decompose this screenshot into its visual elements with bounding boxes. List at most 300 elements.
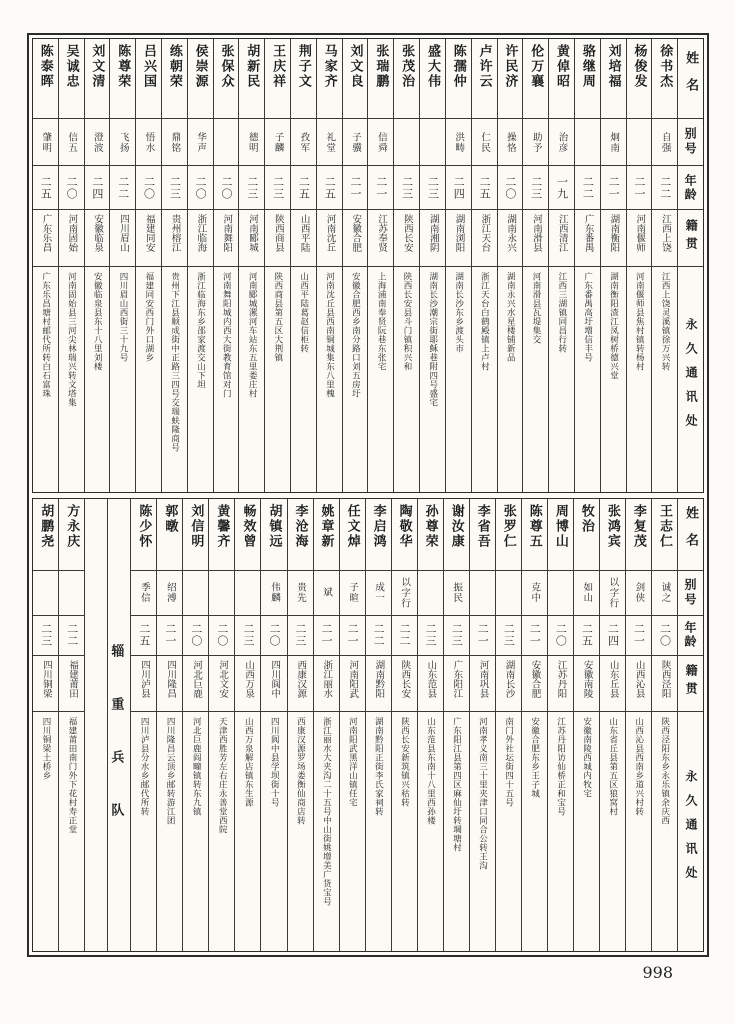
header-age: 年龄 <box>678 616 703 656</box>
person-address: 浙江天台白鹤殿镇上卢村 <box>479 272 490 371</box>
person-name: 刘信明 <box>183 499 208 571</box>
person-age: 二一 <box>368 166 393 210</box>
person-address: 贵州下江县顺成街中正路三四号交瑞蚨隆商号 <box>169 272 180 452</box>
person-name: 张鸿宾 <box>600 499 625 571</box>
person-name: 李启鸿 <box>366 499 391 571</box>
header-name: 姓名 <box>678 39 703 119</box>
person-name: 陈尊五 <box>522 499 547 571</box>
person-age: 二〇 <box>214 166 239 210</box>
unit-divider-column <box>84 499 130 952</box>
person-column <box>521 499 547 952</box>
person-native: 河南巩县 <box>470 656 495 712</box>
person-age: 二〇 <box>498 166 523 210</box>
person-column <box>156 499 182 952</box>
person-age: 二二 <box>110 166 135 210</box>
person-alias: 如山 <box>574 571 599 616</box>
person-name: 侯崇源 <box>188 39 213 119</box>
person-age: 二三 <box>523 166 548 210</box>
person-alias: 信舜 <box>368 119 393 166</box>
person-age: 二二 <box>366 616 391 656</box>
person-name: 陈孺仲 <box>446 39 471 119</box>
person-alias <box>420 119 445 166</box>
person-alias: 肇明 <box>33 119 58 166</box>
person-alias: 悟水 <box>136 119 161 166</box>
directory-table-top <box>32 38 704 493</box>
person-age: 二二 <box>59 616 84 656</box>
person-address: 四川眉山西街三十九号 <box>118 272 129 362</box>
person-address: 陕西长安县斗门镇积兴和 <box>401 272 412 371</box>
person-address: 湖南黔阳正街李氏家祠转 <box>373 716 384 816</box>
person-native: 河南偃师 <box>627 210 652 267</box>
person-alias: 澄波 <box>85 119 110 166</box>
person-address: 河南偃师县焦村镇转杨村 <box>634 272 645 371</box>
person-address: 河南固始县三河尖林瑞兴转文塔集 <box>66 272 77 407</box>
person-alias: 克中 <box>522 571 547 616</box>
person-address: 湖南衡阳渣江凤树桥德兴堂 <box>608 272 619 380</box>
person-name: 谢汝康 <box>444 499 469 571</box>
person-name: 孙尊荣 <box>418 499 443 571</box>
person-native: 河南滑县 <box>523 210 548 267</box>
person-native: 四川阆中 <box>261 656 286 712</box>
person-column <box>161 39 187 492</box>
person-name: 王志仁 <box>652 499 677 571</box>
person-address: 江西三湖镇同昌行转 <box>556 272 567 353</box>
person-native: 广东阳江 <box>444 656 469 712</box>
person-alias: 飞扬 <box>110 119 135 166</box>
person-age: 二三 <box>394 166 419 210</box>
person-column <box>495 499 521 952</box>
person-native: 江苏丹阳 <box>548 656 573 712</box>
person-alias <box>548 571 573 616</box>
person-native: 陕西商县 <box>265 210 290 267</box>
person-name: 吕兴国 <box>136 39 161 119</box>
directory-table-bottom <box>32 498 704 953</box>
person-address: 河南舞阳城内西大街教育馆对门 <box>221 272 232 398</box>
person-age: 二二 <box>652 166 677 210</box>
person-native: 山西万泉 <box>235 656 260 712</box>
person-native: 广东番禺 <box>575 210 600 267</box>
person-age: 二〇 <box>209 616 234 656</box>
person-address: 广东番禺高圩增信丰号 <box>582 272 593 362</box>
person-age: 二〇 <box>261 616 286 656</box>
person-column <box>417 499 443 952</box>
person-address: 山东省丘县第五区狼窝村 <box>607 716 618 816</box>
person-alias: 贵先 <box>288 571 313 616</box>
header-alias: 别号 <box>678 119 703 166</box>
person-age: 二五 <box>33 166 58 210</box>
person-name: 黄馨齐 <box>209 499 234 571</box>
person-address: 福建同安西门外口湖乡 <box>143 272 154 362</box>
person-alias <box>627 119 652 166</box>
person-alias <box>470 571 495 616</box>
person-alias <box>496 571 521 616</box>
person-address: 河南阳武黑洋山镇任宅 <box>347 716 358 807</box>
person-column <box>469 499 495 952</box>
person-column <box>109 39 135 492</box>
person-age: 二三 <box>444 616 469 656</box>
person-column <box>238 39 264 492</box>
person-native: 湖南黔阳 <box>366 656 391 712</box>
person-name: 姚章新 <box>314 499 339 571</box>
person-column <box>367 39 393 492</box>
person-name: 陶敬华 <box>392 499 417 571</box>
person-column <box>471 39 497 492</box>
person-address: 广东乐昌塘村邮代所转白石富珠 <box>40 272 51 398</box>
person-alias <box>183 571 208 616</box>
person-column <box>443 499 469 952</box>
person-column <box>58 499 84 952</box>
person-native: 湖南长沙 <box>496 656 521 712</box>
person-alias: 操恪 <box>498 119 523 166</box>
person-column <box>33 499 58 952</box>
person-address: 天津西胜芳左右庄永善堂西院 <box>217 716 228 834</box>
person-column <box>187 39 213 492</box>
person-native: 四川隆昌 <box>157 656 182 712</box>
person-native: 山西沁县 <box>626 656 651 712</box>
person-alias <box>59 571 84 616</box>
person-age: 二三 <box>239 166 264 210</box>
person-name: 胡新民 <box>239 39 264 119</box>
person-alias: 季信 <box>131 571 156 616</box>
person-age: 二三 <box>288 616 313 656</box>
person-column <box>135 39 161 492</box>
person-alias: 华声 <box>188 119 213 166</box>
person-address: 河南郾城漯河车站东五里娄庄村 <box>247 272 258 398</box>
person-native: 河南阳武 <box>340 656 365 712</box>
person-native: 四川泸县 <box>131 656 156 712</box>
person-column <box>182 499 208 952</box>
person-address: 四川铜梁土桥乡 <box>41 716 52 780</box>
person-column <box>234 499 260 952</box>
person-address: 安徽合肥东乡王子城 <box>529 716 540 798</box>
person-column <box>130 499 156 952</box>
person-age: 二〇 <box>548 616 573 656</box>
person-alias: 孜军 <box>291 119 316 166</box>
header-address: 永久通讯处 <box>683 770 698 891</box>
person-name: 牧治 <box>574 499 599 571</box>
person-column <box>445 39 471 492</box>
person-column <box>573 499 599 952</box>
person-address: 上海浦南奉贤阮巷东张宅 <box>376 272 387 371</box>
person-name: 方永庆 <box>59 499 84 571</box>
person-alias: 信五 <box>59 119 84 166</box>
person-column <box>548 39 574 492</box>
person-address: 河南孝义南三十里夹津口同合公转王沟 <box>477 716 488 870</box>
person-alias <box>575 119 600 166</box>
person-age: 二〇 <box>652 616 677 656</box>
person-native: 安徽南陵 <box>574 656 599 712</box>
person-column <box>287 499 313 952</box>
person-native: 西康汉源 <box>288 656 313 712</box>
person-native: 贵州榕江 <box>162 210 187 267</box>
person-alias: 治彦 <box>549 119 574 166</box>
person-name: 骆继周 <box>575 39 600 119</box>
person-native: 广东乐昌 <box>33 210 58 267</box>
person-column <box>290 39 316 492</box>
person-alias: 仁民 <box>472 119 497 166</box>
person-column <box>260 499 286 952</box>
person-alias: 子骥 <box>343 119 368 166</box>
person-age: 二〇 <box>188 166 213 210</box>
person-name: 陈泰晖 <box>33 39 58 119</box>
person-column <box>213 39 239 492</box>
person-address: 广东阳江县第四区麻仙圩转堈塘村 <box>451 716 462 852</box>
person-name: 刘文清 <box>85 39 110 119</box>
person-column <box>626 39 652 492</box>
person-name: 张茂治 <box>394 39 419 119</box>
header-alias: 别号 <box>678 571 703 616</box>
person-native: 陕西长安 <box>392 656 417 712</box>
person-alias: 鼎铭 <box>162 119 187 166</box>
person-alias: 剑侠 <box>626 571 651 616</box>
person-name: 许民济 <box>498 39 523 119</box>
person-name: 卢许云 <box>472 39 497 119</box>
person-address: 陕西泾阳东乡永乐镇余庆西 <box>659 716 670 825</box>
person-address: 山西万泉解店镇东生源 <box>243 716 254 807</box>
person-age: 二三 <box>235 616 260 656</box>
person-address: 四川阆中县学坝街十号 <box>269 716 280 807</box>
person-alias: 礼堂 <box>317 119 342 166</box>
person-native: 江西上饶 <box>652 210 677 267</box>
person-address: 四川隆昌云顶乡邮转游江团 <box>165 716 176 825</box>
person-native: 河南舞阳 <box>214 210 239 267</box>
person-alias: 洪畴 <box>446 119 471 166</box>
person-name: 马家齐 <box>317 39 342 119</box>
person-age: 一九 <box>549 166 574 210</box>
person-address: 湖南永兴水星楼铺新品 <box>505 272 516 362</box>
person-native: 山东范县 <box>418 656 443 712</box>
person-address: 浙江丽水大夹沟二十五号中山街姚增美广货宝号 <box>321 716 332 906</box>
person-age: 二四 <box>600 616 625 656</box>
person-native: 浙江天台 <box>472 210 497 267</box>
person-native: 河北文安 <box>209 656 234 712</box>
person-native: 河南固始 <box>59 210 84 267</box>
person-age: 二一 <box>470 616 495 656</box>
person-alias: 伟麟 <box>261 571 286 616</box>
header-native: 籍贯 <box>678 210 703 267</box>
person-column <box>84 39 110 492</box>
person-age: 二一 <box>601 166 626 210</box>
person-native: 湖南湘阴 <box>420 210 445 267</box>
person-address: 浙江临海东乡邵家渡交山下坦 <box>195 272 206 389</box>
person-native: 江苏奉贤 <box>368 210 393 267</box>
person-alias: 诚之 <box>652 571 677 616</box>
person-name: 吴诚忠 <box>59 39 84 119</box>
person-alias <box>235 571 260 616</box>
person-column <box>316 39 342 492</box>
person-name: 张罗仁 <box>496 499 521 571</box>
person-name: 陈少怀 <box>131 499 156 571</box>
person-age: 二三 <box>162 166 187 210</box>
page-number: 998 <box>642 963 673 982</box>
person-column <box>600 39 626 492</box>
person-age: 二一 <box>627 166 652 210</box>
person-address: 西康汉源罗场娄衡仙商店转 <box>295 716 306 825</box>
person-age: 二四 <box>85 166 110 210</box>
person-name: 畅效曾 <box>235 499 260 571</box>
person-native: 江西清江 <box>549 210 574 267</box>
person-address: 陕西长安新筑镇兴秙转 <box>399 716 410 807</box>
person-native: 安徽合肥 <box>522 656 547 712</box>
person-name: 刘文良 <box>343 39 368 119</box>
person-address: 山西平陆葛赵信柜转 <box>298 272 309 353</box>
person-alias: 子暄 <box>340 571 365 616</box>
person-native: 湖南浏阳 <box>446 210 471 267</box>
person-column <box>339 499 365 952</box>
person-native: 浙江临海 <box>188 210 213 267</box>
person-address: 江西上饶灵溪镇徐万兴转 <box>660 272 671 371</box>
person-name: 杨俊发 <box>627 39 652 119</box>
header-native: 籍贯 <box>678 656 703 712</box>
person-age: 二三 <box>265 166 290 210</box>
person-alias <box>33 571 58 616</box>
person-column <box>497 39 523 492</box>
person-age: 二五 <box>472 166 497 210</box>
page-frame <box>27 33 709 957</box>
person-age: 二五 <box>291 166 316 210</box>
person-age: 二五 <box>574 616 599 656</box>
person-column <box>33 39 58 492</box>
person-age: 二二 <box>392 616 417 656</box>
person-name: 郭暾 <box>157 499 182 571</box>
person-address: 陕西商县第五区大荆镇 <box>272 272 283 362</box>
header-column <box>677 499 703 952</box>
person-alias <box>418 571 443 616</box>
person-age: 二三 <box>418 616 443 656</box>
person-alias: 子麟 <box>265 119 290 166</box>
person-column <box>264 39 290 492</box>
person-native: 福建同安 <box>136 210 161 267</box>
person-column <box>625 499 651 952</box>
person-address: 河南沈丘县西南铜城集东八里槐 <box>324 272 335 398</box>
person-column <box>419 39 445 492</box>
person-name: 周博山 <box>548 499 573 571</box>
person-address: 山西沁县西南乡道兴村转 <box>633 716 644 816</box>
person-address: 江苏丹阳访仙桥正和宝号 <box>555 716 566 816</box>
person-native: 陕西长安 <box>394 210 419 267</box>
person-age: 二〇 <box>136 166 161 210</box>
person-column <box>58 39 84 492</box>
person-address: 湖南长沙潮宗街耶稣巷附四号盛宅 <box>427 272 438 407</box>
person-address: 安徽合肥西乡南分路口刘五房圩 <box>350 272 361 398</box>
person-age: 二三 <box>496 616 521 656</box>
person-address: 安徽南陵西城内牧宅 <box>581 716 592 798</box>
person-alias: 炯南 <box>601 119 626 166</box>
person-alias: 成一 <box>366 571 391 616</box>
person-native: 河南郾城 <box>239 210 264 267</box>
person-age: 二一 <box>343 166 368 210</box>
person-native: 浙江丽水 <box>314 656 339 712</box>
person-age: 二〇 <box>183 616 208 656</box>
person-age: 二三 <box>420 166 445 210</box>
person-column <box>574 39 600 492</box>
unit-label: 辎重兵队 <box>108 643 124 856</box>
person-address: 河北巨鹿阎疃镇转东九镇 <box>191 716 202 816</box>
person-name: 伦万襄 <box>523 39 548 119</box>
person-address: 安徽临泉县东十八里刘楼 <box>92 272 103 371</box>
person-native: 安徽临泉 <box>85 210 110 267</box>
person-alias <box>394 119 419 166</box>
person-native: 河北巨鹿 <box>183 656 208 712</box>
person-name: 胡鹏尧 <box>33 499 58 571</box>
person-name: 荆子文 <box>291 39 316 119</box>
person-alias <box>214 119 239 166</box>
person-native: 福建莆田 <box>59 656 84 712</box>
person-age: 二五 <box>317 166 342 210</box>
person-alias: 德明 <box>239 119 264 166</box>
person-address: 湖南长沙东乡渡头市 <box>453 272 464 353</box>
person-alias: 绍溥 <box>157 571 182 616</box>
person-age: 二三 <box>33 616 58 656</box>
person-column <box>342 39 368 492</box>
person-name: 王庆祥 <box>265 39 290 119</box>
person-name: 黄倬昭 <box>549 39 574 119</box>
person-native: 湖南衡阳 <box>601 210 626 267</box>
header-address: 永久通讯处 <box>684 318 699 439</box>
person-name: 徐书杰 <box>652 39 677 119</box>
person-alias: 振民 <box>444 571 469 616</box>
person-name: 陈尊荣 <box>110 39 135 119</box>
person-native: 山西平陆 <box>291 210 316 267</box>
person-column <box>365 499 391 952</box>
person-name: 盛大伟 <box>420 39 445 119</box>
person-column <box>651 499 677 952</box>
person-native: 陕西泾阳 <box>652 656 677 712</box>
header-column <box>677 39 703 492</box>
person-name: 任文焯 <box>340 499 365 571</box>
person-column <box>547 499 573 952</box>
person-native: 山东丘县 <box>600 656 625 712</box>
person-column <box>208 499 234 952</box>
person-name: 张保众 <box>214 39 239 119</box>
person-address: 南门外社坛街四十五号 <box>503 716 514 807</box>
person-name: 李复茂 <box>626 499 651 571</box>
person-alias: 自强 <box>652 119 677 166</box>
person-age: 二二 <box>575 166 600 210</box>
person-age: 二一 <box>340 616 365 656</box>
person-column <box>599 499 625 952</box>
person-name: 张瑞鹏 <box>368 39 393 119</box>
person-name: 胡镇远 <box>261 499 286 571</box>
person-column <box>651 39 677 492</box>
person-column <box>313 499 339 952</box>
person-alias: 以字行 <box>600 571 625 616</box>
person-address: 福建莆田南门外下花村寿正堂 <box>67 716 78 834</box>
person-name: 刘培福 <box>601 39 626 119</box>
person-age: 二一 <box>522 616 547 656</box>
person-native: 河南沈丘 <box>317 210 342 267</box>
person-age: 二一 <box>626 616 651 656</box>
person-native: 安徽合肥 <box>343 210 368 267</box>
person-address: 山东范县东南十八里西孙楼 <box>425 716 436 825</box>
person-age: 二一 <box>314 616 339 656</box>
person-age: 二四 <box>446 166 471 210</box>
person-column <box>522 39 548 492</box>
person-alias: 以字行 <box>392 571 417 616</box>
person-name: 李省吾 <box>470 499 495 571</box>
person-age: 二五 <box>131 616 156 656</box>
person-address: 河南滑县瓦堤集交 <box>531 272 542 344</box>
header-age: 年龄 <box>678 166 703 210</box>
person-column <box>391 499 417 952</box>
person-column <box>393 39 419 492</box>
person-name: 练朝荣 <box>162 39 187 119</box>
person-native: 四川铜梁 <box>33 656 58 712</box>
header-name: 姓名 <box>678 499 703 571</box>
person-address: 四川泸县分水乡邮代所转 <box>139 716 150 816</box>
person-age: 二一 <box>157 616 182 656</box>
person-alias: 助予 <box>523 119 548 166</box>
